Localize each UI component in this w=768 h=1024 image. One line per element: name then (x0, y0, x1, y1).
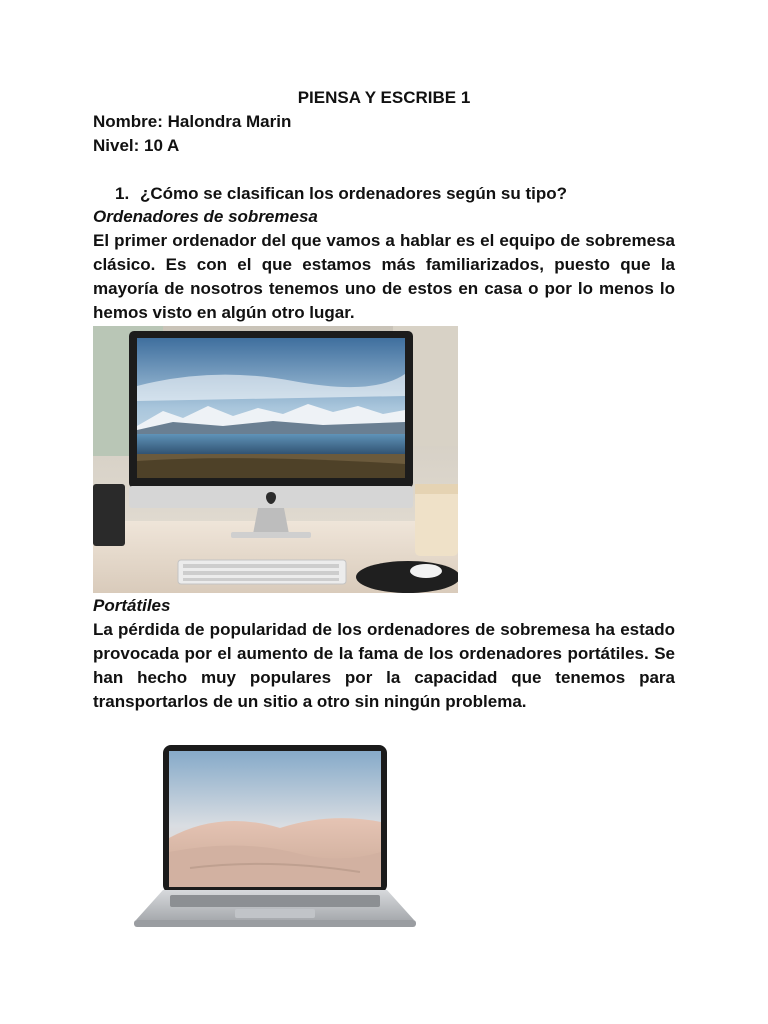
section-heading-laptops: Portátiles (93, 596, 171, 615)
question-1 (115, 182, 675, 206)
question-text: ¿Cómo se clasifican los ordenadores según su tipo? (140, 184, 567, 203)
question-number: 1. (115, 184, 130, 203)
section-body-desktop: El primer ordenador del que vamos a hablar es el equipo de sobremesa clásico. Es con el que estamos más familiarizados, puesto que la mayoría de nosotros tenemos uno de estos en casa o por lo menos lo hemos visto en algún otro lugar. (93, 231, 675, 322)
student-name: Nombre: Halondra Marin (93, 112, 292, 131)
document-title: PIENSA Y ESCRIBE 1 (297, 88, 471, 107)
desktop-computer-photo (93, 326, 458, 593)
section-body-laptops: La pérdida de popularidad de los ordenadores de sobremesa ha estado provocada por el aumento de la fama de los ordenadores portátiles. Se han hecho muy populares por la capacidad que tenemos para transportarlos de un sitio a otro sin ningún problema. (93, 620, 675, 711)
section-heading-desktop: Ordenadores de sobremesa (93, 207, 318, 226)
laptop-computer-photo (130, 740, 420, 936)
student-level: Nivel: 10 A (93, 136, 180, 155)
